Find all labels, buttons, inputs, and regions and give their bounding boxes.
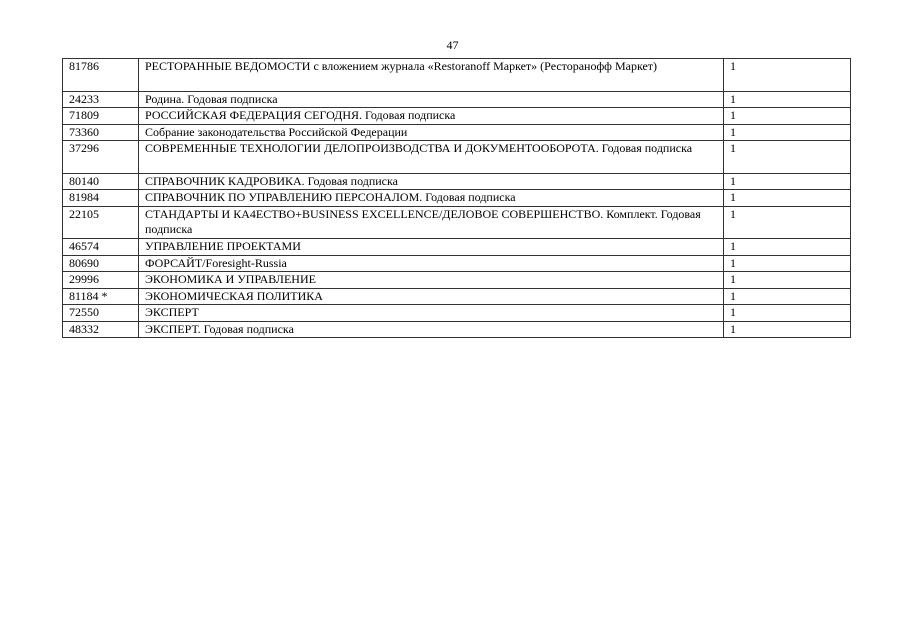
- table-row: [63, 255, 851, 272]
- table-row: [63, 288, 851, 305]
- publication-title: ЭКОНОМИКА И УПРАВЛЕНИЕ: [139, 272, 724, 289]
- table-row: [63, 305, 851, 322]
- subscription-index: 81184 *: [63, 288, 139, 305]
- subscription-index: 29996: [63, 272, 139, 289]
- publication-title: ФОРСАЙТ/Foresight-Russia: [139, 255, 724, 272]
- table-row: [63, 190, 851, 207]
- table-row: [63, 206, 851, 239]
- publication-title: СОВРЕМЕННЫЕ ТЕХНОЛОГИИ ДЕЛОПРОИЗВОДСТВА И ДОКУМЕНТООБОРОТА. Годовая подписка: [139, 141, 724, 174]
- subscription-index: 71809: [63, 108, 139, 125]
- publication-title: Собрание законодательства Российской Федерации: [139, 124, 724, 141]
- publication-title: ЭКОНОМИЧЕСКАЯ ПОЛИТИКА: [139, 288, 724, 305]
- table-row: [63, 239, 851, 256]
- table-row: [63, 272, 851, 289]
- subscription-index: 72550: [63, 305, 139, 322]
- publication-title: СПРАВОЧНИК ПО УПРАВЛЕНИЮ ПЕРСОНАЛОМ. Годовая подписка: [139, 190, 724, 207]
- subscription-index: 48332: [63, 321, 139, 338]
- quantity: 1: [724, 141, 851, 174]
- quantity: 1: [724, 255, 851, 272]
- publication-title: Родина. Годовая подписка: [139, 91, 724, 108]
- publication-title: РОССИЙСКАЯ ФЕДЕРАЦИЯ СЕГОДНЯ. Годовая подписка: [139, 108, 724, 125]
- subscription-index: 80140: [63, 173, 139, 190]
- quantity: 1: [724, 272, 851, 289]
- subscription-index: 24233: [63, 91, 139, 108]
- publication-title: СПРАВОЧНИК КАДРОВИКА. Годовая подписка: [139, 173, 724, 190]
- quantity: 1: [724, 288, 851, 305]
- subscription-index: 73360: [63, 124, 139, 141]
- table-row: [63, 141, 851, 174]
- subscription-index: 37296: [63, 141, 139, 174]
- subscription-index: 22105: [63, 206, 139, 239]
- table-row: [63, 59, 851, 92]
- quantity: 1: [724, 91, 851, 108]
- publication-title: СТАНДАРТЫ И КА4ЕСТВО+BUSINESS EXCELLENCE/ДЕЛОВОЕ СОВЕРШЕНСТВО. Комплект. Годовая подписка: [139, 206, 724, 239]
- subscription-index: 81786: [63, 59, 139, 92]
- quantity: 1: [724, 59, 851, 92]
- publication-title: УПРАВЛЕНИЕ ПРОЕКТАМИ: [139, 239, 724, 256]
- table-row: [63, 108, 851, 125]
- quantity: 1: [724, 190, 851, 207]
- quantity: 1: [724, 108, 851, 125]
- subscription-index: 81984: [63, 190, 139, 207]
- quantity: 1: [724, 206, 851, 239]
- quantity: 1: [724, 124, 851, 141]
- quantity: 1: [724, 305, 851, 322]
- subscription-index: 80690: [63, 255, 139, 272]
- subscription-table: [62, 58, 851, 338]
- quantity: 1: [724, 239, 851, 256]
- table-row: [63, 173, 851, 190]
- publication-title: РЕСТОРАННЫЕ ВЕДОМОСТИ с вложением журнала «Restoranoff Маркет» (Ресторанофф Маркет): [139, 59, 724, 92]
- publication-title: ЭКСПЕРТ. Годовая подписка: [139, 321, 724, 338]
- subscription-index: 46574: [63, 239, 139, 256]
- page-number: 47: [446, 38, 459, 52]
- quantity: 1: [724, 321, 851, 338]
- table-row: [63, 321, 851, 338]
- publication-title: ЭКСПЕРТ: [139, 305, 724, 322]
- quantity: 1: [724, 173, 851, 190]
- table-row: [63, 124, 851, 141]
- table-row: [63, 91, 851, 108]
